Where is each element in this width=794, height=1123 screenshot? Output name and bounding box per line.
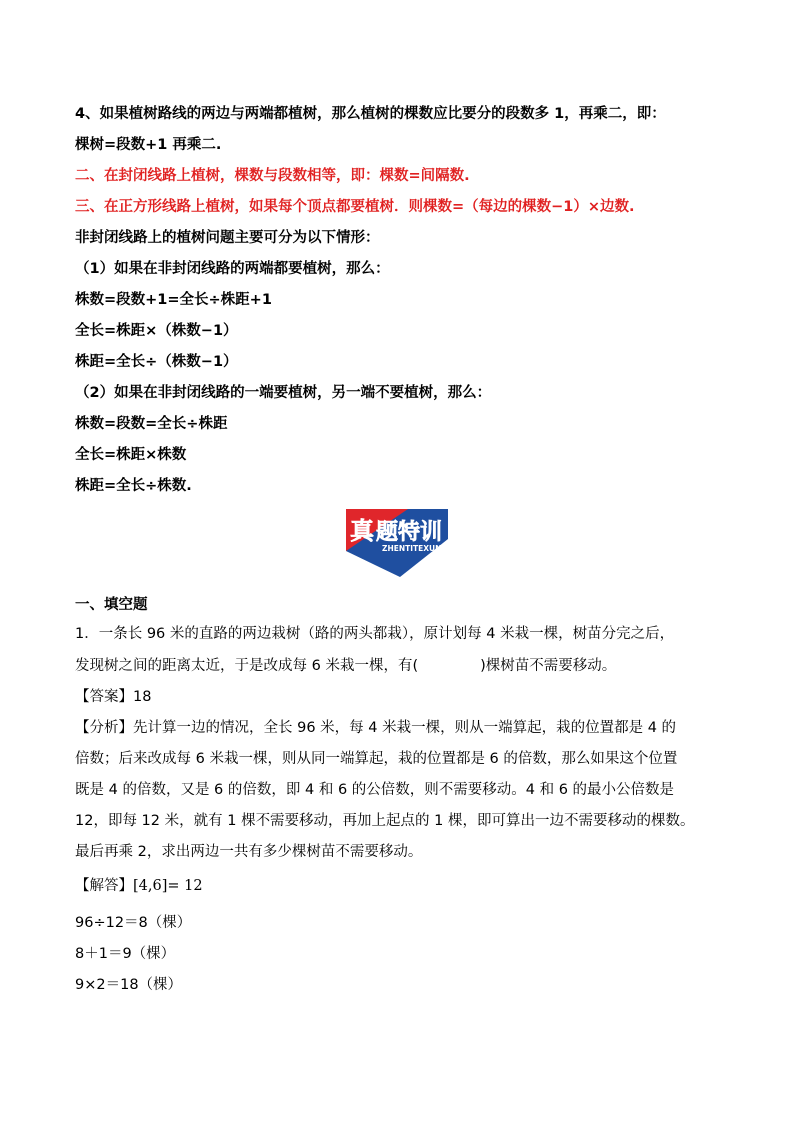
rule-4-line-1: 4、如果植树路线的两边与两端都植树，那么植树的棵数应比要分的段数多 1，再乘二，即： (75, 106, 666, 122)
question-1-text-b: )棵树苗不需要移动。 (480, 658, 617, 674)
section-title: 一、填空题 (75, 597, 148, 613)
case-1-formula-3: 株距=全长÷（株数−1） (75, 354, 238, 370)
case-2-formula-3: 株距=全长÷株数. (75, 478, 192, 494)
solution-line-3: 8＋1＝9（棵） (75, 946, 176, 962)
analysis-line-1 (75, 718, 735, 738)
logo-subtitle: ZHENTITEXUN (382, 544, 442, 553)
answer-label: 【答案】 (75, 689, 133, 705)
answer-line (75, 687, 735, 707)
answer-value: 18 (133, 689, 152, 705)
case-2-heading: （2）如果在非封闭线路的一端要植树，另一端不要植树，那么： (75, 385, 492, 401)
zhenti-texun-logo (342, 505, 452, 580)
analysis-line-4: 12，即每 12 米，就有 1 棵不需要移动，再加上起点的 1 棵，即可算出一边不需要移动的棵数。 (75, 813, 695, 829)
analysis-line-2: 倍数；后来改成每 6 米栽一棵，则从同一端算起，栽的位置都是 6 的倍数，那么如果这个位置 (75, 751, 678, 767)
solution-line-1 (75, 876, 735, 896)
rule-square-route: 三、在正方形线路上植树，如果每个顶点都要植树．则棵数=（每边的棵数−1）×边数. (75, 199, 635, 215)
case-2-formula-1: 株数=段数=全长÷株距 (75, 416, 228, 432)
case-1-heading: （1）如果在非封闭线路的两端都要植树，那么： (75, 261, 390, 277)
question-1-line-1: 1．一条长 96 米的直路的两边栽树（路的两头都栽），原计划每 4 米栽一棵，树苗分完之后， (75, 626, 675, 642)
solution-line-2: 96÷12＝8（棵） (75, 915, 192, 931)
non-closed-intro: 非封闭线路上的植树问题主要可分为以下情形： (75, 230, 380, 246)
analysis-line-5: 最后再乘 2，求出两边一共有多少棵树苗不需要移动。 (75, 844, 423, 860)
case-2-formula-2: 全长=株距×株数 (75, 447, 187, 463)
solution-line-4: 9×2＝18（棵） (75, 977, 183, 993)
logo-char-zhen: 真 (350, 517, 374, 545)
analysis-label: 【分析】 (75, 720, 133, 736)
logo-chars-ti-te-xun: 题特训 (376, 520, 443, 545)
solution-lcm: [4,6]= 12 (133, 878, 203, 894)
analysis-line-3: 既是 4 的倍数，又是 6 的倍数，即 4 和 6 的公倍数，则不需要移动。4 和 6 的最小公倍数是 (75, 782, 675, 798)
case-1-formula-2: 全长=株距×（株数−1） (75, 323, 238, 339)
rule-4-line-2: 棵树=段数+1 再乘二. (75, 137, 222, 153)
analysis-text-1: 先计算一边的情况，全长 96 米，每 4 米栽一棵，则从一端算起，栽的位置都是 4 的 (133, 720, 677, 736)
question-1-line-2 (75, 656, 735, 676)
solution-label: 【解答】 (75, 878, 133, 894)
case-1-formula-1: 株数=段数+1=全长÷株距+1 (75, 292, 272, 308)
question-1-text-a: 发现树之间的距离太近，于是改成每 6 米栽一棵，有( (75, 658, 419, 674)
rule-closed-route: 二、在封闭线路上植树，棵数与段数相等，即：棵数=间隔数. (75, 168, 470, 184)
